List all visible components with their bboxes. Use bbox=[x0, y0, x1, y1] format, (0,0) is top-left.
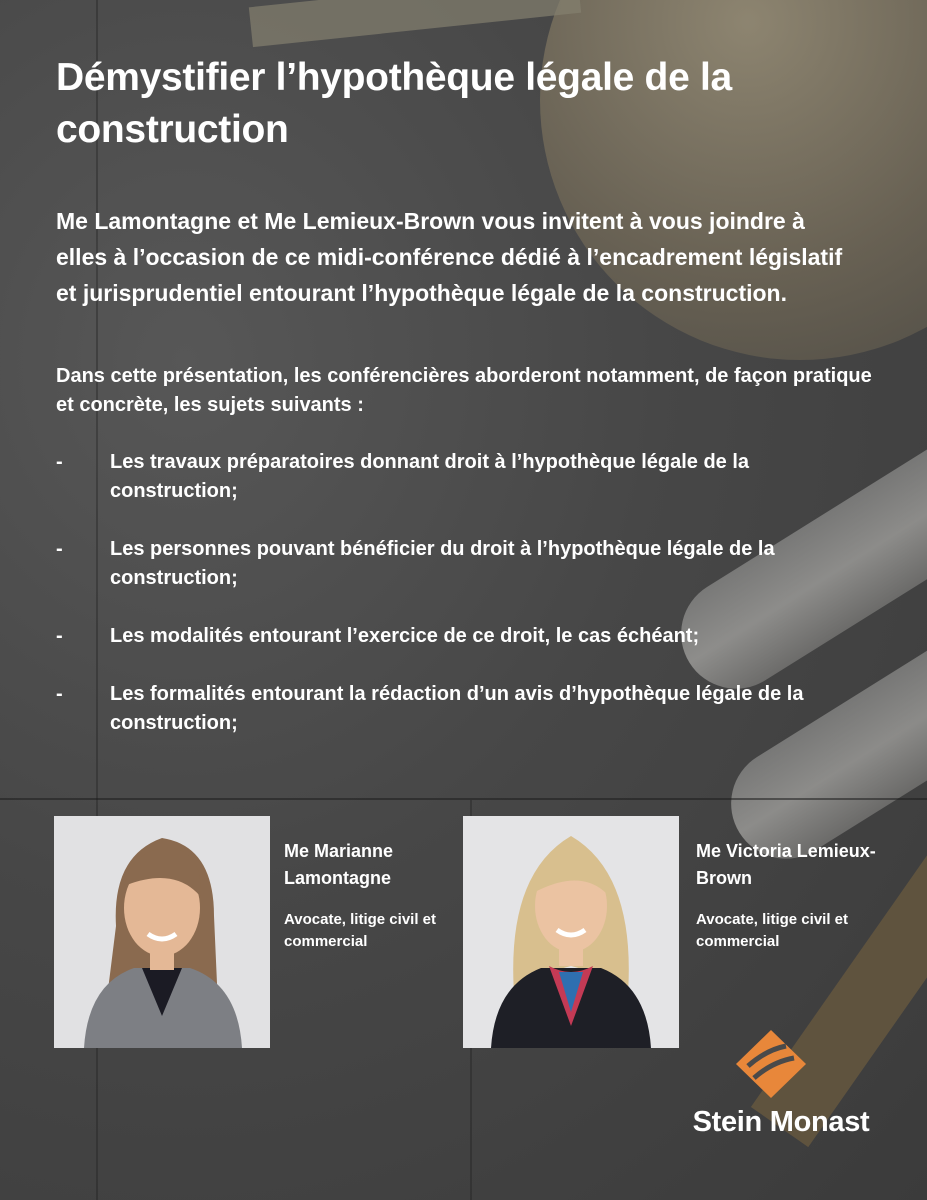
speaker-name: Me Marianne Lamontagne bbox=[284, 841, 394, 888]
list-item bbox=[56, 535, 876, 593]
bullet-dash: - bbox=[56, 538, 63, 560]
topics-lead: Dans cette présentation, les conférencières aborderont notamment, de façon pratique et concrète, les sujets suivants : bbox=[56, 365, 872, 416]
topic-text: Les formalités entourant la rédaction d’un avis d’hypothèque légale de la construction; bbox=[110, 683, 804, 734]
speaker-role: Avocate, litige civil et commercial bbox=[696, 911, 848, 950]
page-title: Démystifier l’hypothèque légale de la construction bbox=[56, 56, 732, 151]
list-item bbox=[56, 622, 876, 651]
topics-list bbox=[56, 448, 876, 738]
list-item bbox=[56, 680, 876, 738]
speaker-role: Avocate, litige civil et commercial bbox=[284, 911, 436, 950]
topic-text: Les modalités entourant l’exercice de ce droit, le cas échéant; bbox=[110, 625, 700, 647]
stein-monast-logo-icon bbox=[736, 1030, 806, 1103]
speaker-name: Me Victoria Lemieux- Brown bbox=[696, 841, 876, 888]
stein-monast-logo bbox=[676, 1030, 896, 1150]
bullet-dash: - bbox=[56, 625, 63, 647]
speaker-photo bbox=[463, 816, 679, 1048]
bullet-dash: - bbox=[56, 683, 63, 705]
logo-text: Stein Monast bbox=[692, 1106, 870, 1138]
intro-paragraph: Me Lamontagne et Me Lemieux-Brown vous invitent à vous joindre à elles à l’occasion de ce midi-conférence dédié à l’encadrement législatif et jurisprudentiel entourant l’hypothèque légale de la construction. bbox=[56, 208, 843, 306]
list-item bbox=[56, 448, 876, 506]
topic-text: Les personnes pouvant bénéficier du droit à l’hypothèque légale de la construction; bbox=[110, 538, 775, 589]
bullet-dash: - bbox=[56, 451, 63, 473]
speaker-photo bbox=[54, 816, 270, 1048]
topic-text: Les travaux préparatoires donnant droit à l’hypothèque légale de la construction; bbox=[110, 451, 750, 502]
